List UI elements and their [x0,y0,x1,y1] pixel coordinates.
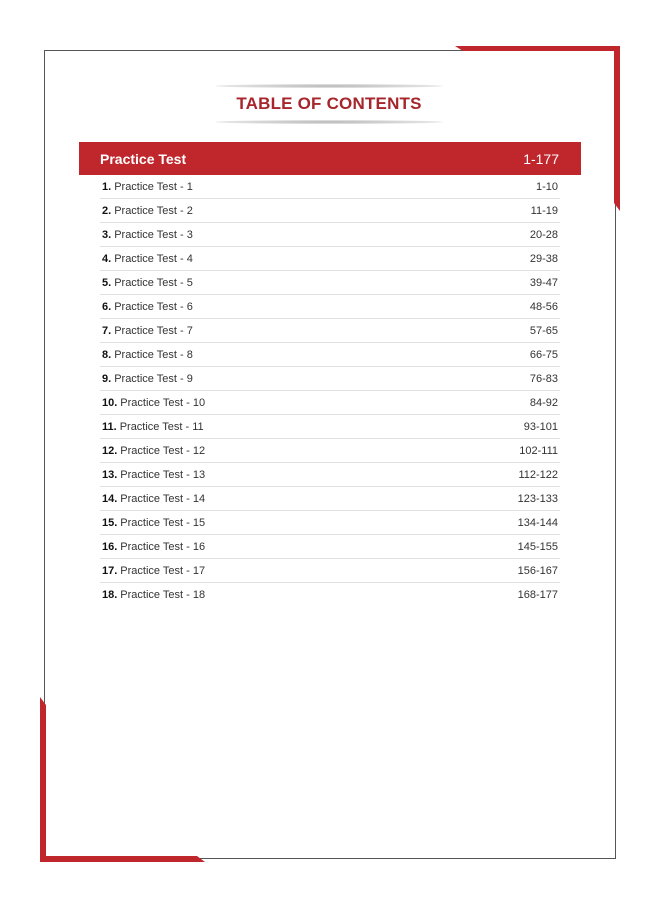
toc-entry-title [102,541,205,553]
toc-entry-label: Practice Test - 3 [114,228,193,241]
toc-entry-label: Practice Test - 10 [120,396,206,409]
toc-entry-label: Practice Test - 8 [114,348,193,361]
toc-entry[interactable] [100,487,560,511]
toc-entry[interactable] [100,511,560,535]
toc-entry-label: Practice Test - 17 [120,564,206,577]
title-rule-bottom [215,120,443,124]
toc-entry-title [102,517,205,529]
toc-entry[interactable] [100,583,560,607]
toc-entry-title [102,373,193,385]
toc-entry-title [102,205,193,217]
toc-entry-pages: 134-144 [517,516,558,529]
toc-entry-title [102,229,193,241]
toc-entry[interactable] [100,223,560,247]
toc-entry-title [102,469,205,481]
toc-entry-number: 9. [102,372,112,385]
toc-entry[interactable] [100,319,560,343]
toc-entry-number: 3. [102,228,112,241]
toc-entry-pages: 112-122 [518,468,558,481]
toc-entry-number: 6. [102,300,112,313]
toc-entry[interactable] [100,247,560,271]
toc-entry-number: 17. [102,564,118,577]
toc-entry-label: Practice Test - 5 [114,276,193,289]
toc-entry[interactable] [100,391,560,415]
toc-entry-number: 18. [102,589,118,601]
toc-entry-pages: 156-167 [517,564,558,577]
toc-entry-pages: 1-10 [535,180,558,193]
toc-entry-pages: 84-92 [529,396,558,409]
toc-entry[interactable] [100,439,560,463]
toc-entry-label: Practice Test - 14 [120,492,206,505]
toc-entry-label: Practice Test - 15 [120,516,206,529]
toc-list [100,175,560,607]
toc-entry[interactable] [100,343,560,367]
toc-entry[interactable] [100,535,560,559]
toc-entry-number: 4. [102,252,112,265]
toc-entry-label: Practice Test - 2 [114,204,193,217]
toc-entry-pages: 123-133 [517,492,558,505]
toc-entry[interactable] [100,271,560,295]
toc-entry[interactable] [100,463,560,487]
toc-entry-pages: 76-83 [529,372,558,385]
toc-entry-number: 11. [102,420,117,433]
toc-entry[interactable] [100,415,560,439]
corner-accent-top-right-vertical [614,46,620,211]
toc-entry[interactable] [100,175,560,199]
toc-entry-title [102,325,193,337]
toc-entry-title [102,301,193,313]
toc-entry-number: 14. [102,492,118,505]
toc-entry-number: 15. [102,516,118,529]
toc-entry-title [102,589,205,601]
toc-entry-pages: 57-65 [529,324,558,337]
toc-entry-title [102,397,205,409]
toc-entry-number: 5. [102,276,112,289]
toc-entry[interactable] [100,559,560,583]
section-page-range: 1-177 [523,150,559,167]
toc-entry-number: 8. [102,348,112,361]
toc-entry-number: 1. [102,180,112,193]
toc-entry-pages: 11-19 [530,204,558,217]
toc-entry-title [102,277,193,289]
toc-entry-pages: 20-28 [529,228,558,241]
toc-entry[interactable] [100,367,560,391]
toc-entry-title [102,349,193,361]
toc-entry-title [102,565,205,577]
toc-entry-title [102,253,193,265]
toc-entry-number: 7. [102,324,112,337]
toc-entry-title [102,181,193,193]
toc-entry-label: Practice Test - 12 [120,444,206,457]
toc-entry-pages: 93-101 [523,420,558,433]
toc-entry-title [102,421,204,433]
toc-entry-label: Practice Test - 9 [114,372,193,385]
toc-entry-label: Practice Test - 16 [120,540,206,553]
title-rule-top [215,84,443,88]
page-title: TABLE OF CONTENTS [236,94,422,113]
section-title: Practice Test [100,150,187,167]
toc-entry-title [102,493,205,505]
toc-entry-label: Practice Test - 7 [114,324,193,337]
toc-entry-label: Practice Test - 13 [120,468,206,481]
toc-entry-pages: 145-155 [517,540,558,553]
corner-accent-bottom-left-vertical [40,697,46,862]
toc-entry-number: 10. [102,396,118,409]
toc-entry-title [102,445,205,457]
toc-entry-pages: 102-111 [519,444,558,457]
toc-entry-label: Practice Test - 11 [119,420,204,433]
toc-entry[interactable] [100,295,560,319]
toc-entry-pages: 39-47 [529,276,558,289]
toc-entry-pages: 168-177 [517,589,558,601]
corner-accent-bottom-left [40,856,205,862]
toc-entry-number: 13. [102,468,118,481]
section-header[interactable] [79,142,581,175]
toc-entry-pages: 48-56 [529,300,558,313]
toc-entry-label: Practice Test - 18 [120,589,206,601]
toc-entry-number: 12. [102,444,118,457]
toc-entry-label: Practice Test - 1 [114,180,193,193]
toc-entry[interactable] [100,199,560,223]
corner-accent-top-right [455,46,620,51]
toc-entry-pages: 29-38 [529,252,558,265]
toc-entry-pages: 66-75 [529,348,558,361]
title-banner [215,84,443,124]
toc-entry-number: 16. [102,540,118,553]
toc-entry-number: 2. [102,204,112,217]
toc-entry-label: Practice Test - 4 [114,252,193,265]
toc-entry-label: Practice Test - 6 [114,300,193,313]
